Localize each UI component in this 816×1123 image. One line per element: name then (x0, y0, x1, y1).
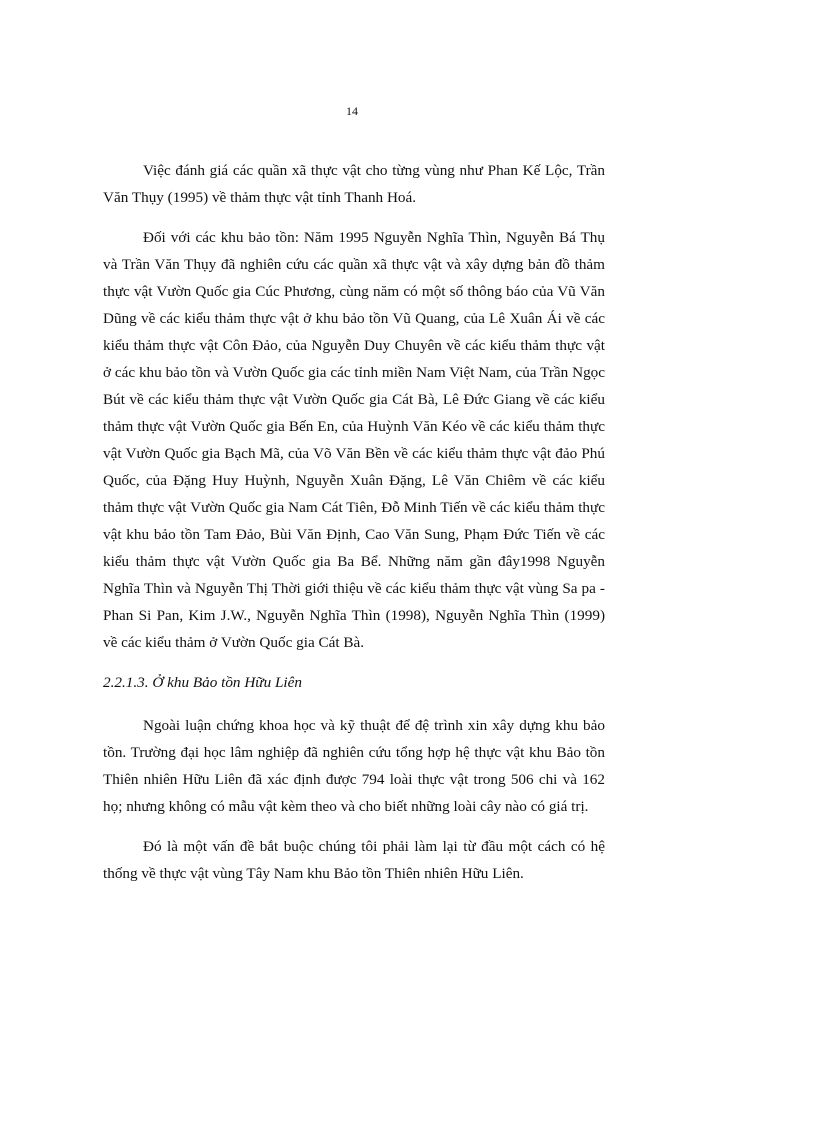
page-number: 14 (346, 104, 358, 118)
paragraph-protected-areas: Đối với các khu bảo tồn: Năm 1995 Nguyễn Nghĩa Thìn, Nguyễn Bá Thụ và Trần Văn Thụy đã nghiên cứu các quần xã thực vật và xây dựng bản đồ thảm thực vật Vườn Quốc gia Cúc Phương, cùng năm có một số thông báo của Vũ Văn Dũng về các kiểu thảm thực vật ở khu bảo tồn Vũ Quang, của Lê Xuân Ái về các kiểu thảm thực vật Côn Đảo, của Nguyễn Duy Chuyên về các kiểu thảm thực vật ở các khu bảo tồn và Vườn Quốc gia các tỉnh miền Nam Việt Nam, của Trần Ngọc Bút về các kiểu thảm thực vật Vườn Quốc gia Cát Bà, Lê Đức Giang về các kiểu thảm thực vật Vườn Quốc gia Bến En, của Huỳnh Văn Kéo về các kiểu thảm thực vật Vườn Quốc gia Bạch Mã, của Võ Văn Bền về các kiểu thảm thực vật đảo Phú Quốc, của Đặng Huy Huỳnh, Nguyễn Xuân Đặng, Lê Văn Chiêm về các kiểu thảm thực vật Vườn Quốc gia Nam Cát Tiên, Đỗ Minh Tiến về các kiểu thảm thực vật khu bảo tồn Tam Đảo, Bùi Văn Định, Cao Văn Sung, Phạm Đức Tiến về các kiểu thảm thực vật Vườn Quốc gia Ba Bể. Những năm gần đây1998 Nguyễn Nghĩa Thìn và Nguyễn Thị Thời giới thiệu về các kiểu thảm thực vật vùng Sa pa - Phan Si Pan, Kim J.W., Nguyễn Nghĩa Thìn (1998), Nguyễn Nghĩa Thìn (1999) về các kiểu thảm ở Vườn Quốc gia Cát Bà. (103, 229, 605, 651)
paragraph-conclusion: Đó là một vấn đề bắt buộc chúng tôi phải làm lại từ đầu một cách có hệ thống về thực vật vùng Tây Nam khu Bảo tồn Thiên nhiên Hữu Liên. (103, 838, 605, 882)
section-heading: 2.2.1.3. Ở khu Bảo tồn Hữu Liên (103, 674, 302, 691)
paragraph-huu-lien-study: Ngoài luận chứng khoa học và kỹ thuật để đệ trình xin xây dựng khu bảo tồn. Trường đại học lâm nghiệp đã nghiên cứu tổng hợp hệ thực vật khu Bảo tồn Thiên nhiên Hữu Liên đã xác định được 794 loài thực vật trong 506 chi và 162 họ; nhưng không có mẫu vật kèm theo và cho biết những loài cây nào có giá trị. (103, 717, 605, 815)
paragraph-vegetation-assessment: Việc đánh giá các quần xã thực vật cho từng vùng như Phan Kế Lộc, Trần Văn Thụy (1995) về thảm thực vật tỉnh Thanh Hoá. (103, 162, 605, 206)
body-text (103, 157, 605, 900)
